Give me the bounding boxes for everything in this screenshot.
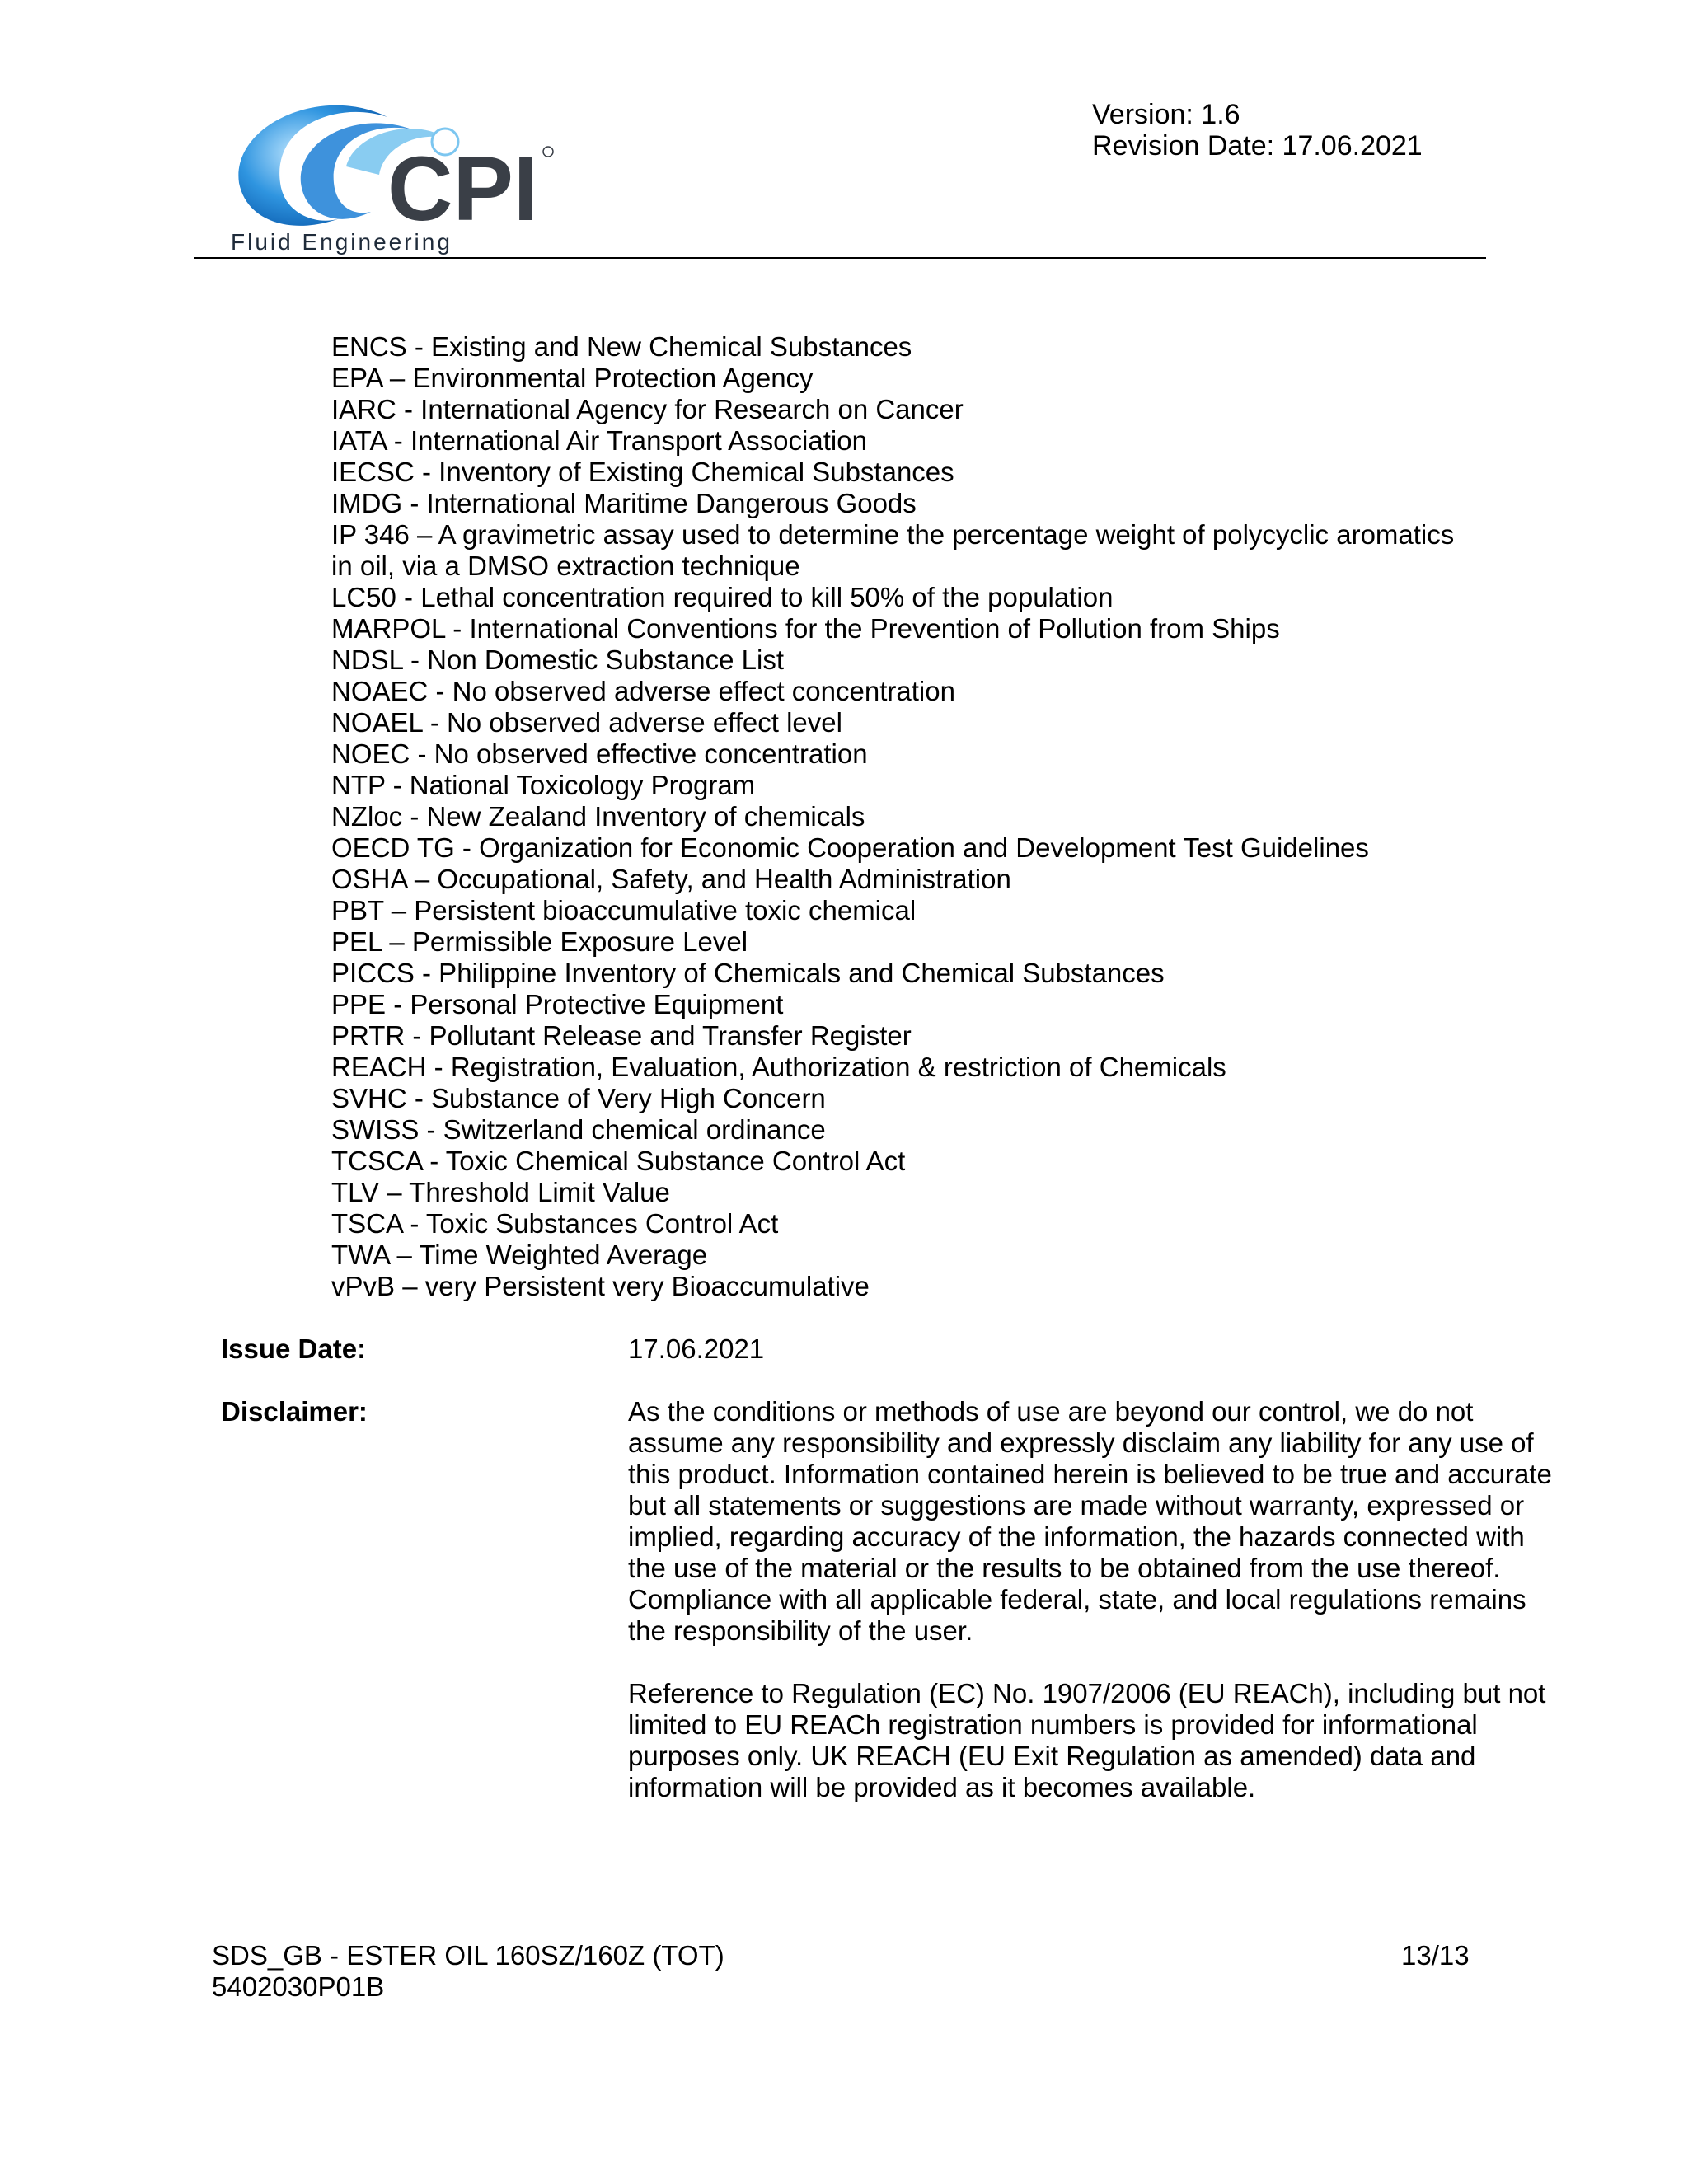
abbreviation-item: IATA - International Air Transport Association xyxy=(331,425,867,456)
version-number: Version: 1.6 xyxy=(1092,99,1240,130)
abbreviation-item: NZloc - New Zealand Inventory of chemicals xyxy=(331,801,865,832)
abbreviation-item: IARC - International Agency for Research on Cancer xyxy=(331,394,964,424)
abbreviation-item: NOAEL - No observed adverse effect level xyxy=(331,707,842,738)
abbreviation-item: ENCS - Existing and New Chemical Substances xyxy=(331,331,912,362)
abbreviation-item: PRTR - Pollutant Release and Transfer Register xyxy=(331,1020,912,1051)
abbreviation-item: REACH - Registration, Evaluation, Authorization & restriction of Chemicals xyxy=(331,1052,1226,1082)
issue-date-label: Issue Date: xyxy=(221,1333,367,1364)
abbreviation-item: PICCS - Philippine Inventory of Chemicals and Chemical Substances xyxy=(331,958,1165,988)
abbreviation-item: TWA – Time Weighted Average xyxy=(331,1240,708,1270)
abbreviation-item: MARPOL - International Conventions for the Prevention of Pollution from Ships xyxy=(331,613,1280,644)
abbreviation-item: NTP - National Toxicology Program xyxy=(331,770,756,800)
version-block xyxy=(1092,99,1423,162)
revision-date: Revision Date: 17.06.2021 xyxy=(1092,130,1423,162)
abbreviation-item: OSHA – Occupational, Safety, and Health Administration xyxy=(331,864,1011,894)
footer-document-info xyxy=(212,1940,724,2003)
abbreviation-item: IMDG - International Maritime Dangerous Goods xyxy=(331,488,917,518)
abbreviation-item: NOEC - No observed effective concentration xyxy=(331,738,868,769)
abbreviation-item: vPvB – very Persistent very Bioaccumulative xyxy=(331,1271,870,1301)
abbreviation-item: TSCA - Toxic Substances Control Act xyxy=(331,1208,779,1239)
abbreviation-item: NDSL - Non Domestic Substance List xyxy=(331,644,784,675)
abbreviation-item: IECSC - Inventory of Existing Chemical Substances xyxy=(331,457,954,487)
issue-date-value: 17.06.2021 xyxy=(628,1333,765,1364)
abbreviation-item: PPE - Personal Protective Equipment xyxy=(331,989,784,1019)
disclaimer-text xyxy=(628,1396,1568,1835)
abbreviation-item: TLV – Threshold Limit Value xyxy=(331,1177,670,1207)
abbreviation-item: PEL – Permissible Exposure Level xyxy=(331,926,748,957)
abbreviation-item: SVHC - Substance of Very High Concern xyxy=(331,1083,826,1113)
disclaimer-label: Disclaimer: xyxy=(221,1396,368,1427)
disclaimer-paragraph-2: Reference to Regulation (EC) No. 1907/2006 (EU REACh), including but not limited to EU REACh registration numbers is provided for informational purposes only. UK REACH (EU Exit Regulation as amended) data and information will be provided as it becomes available. xyxy=(628,1678,1546,1802)
abbreviation-item: PBT – Persistent bioaccumulative toxic chemical xyxy=(331,895,917,926)
abbreviation-item: LC50 - Lethal concentration required to kill 50% of the population xyxy=(331,582,1114,612)
abbreviation-item: OECD TG - Organization for Economic Cooperation and Development Test Guidelines xyxy=(331,832,1369,863)
abbreviation-item: in oil, via a DMSO extraction technique xyxy=(331,551,800,581)
header-divider xyxy=(194,257,1486,259)
abbreviation-item: SWISS - Switzerland chemical ordinance xyxy=(331,1114,826,1145)
footer-document-code: 5402030P01B xyxy=(212,1971,385,2002)
abbreviation-item: NOAEC - No observed adverse effect concentration xyxy=(331,676,955,706)
disclaimer-paragraph-1: As the conditions or methods of use are beyond our control, we do not assume any responsibility and expressly disclaim any liability for any use of this product. Information contained herein is believed to be true and accurate but all statements or suggestions are made without warranty, expressed or implied, regarding accuracy of the information, the hazards connected with the use of the material or the results to be obtained from the use thereof. Compliance with all applicable federal, state, and local regulations remains the responsibility of the user. xyxy=(628,1396,1552,1646)
footer-page-number: 13/13 xyxy=(1401,1940,1470,1971)
svg-text:CPI: CPI xyxy=(387,138,539,240)
abbreviation-item: EPA – Environmental Protection Agency xyxy=(331,363,814,393)
logo-tagline: Fluid Engineering xyxy=(231,229,452,255)
abbreviations-list xyxy=(331,331,1485,1302)
abbreviation-item: IP 346 – A gravimetric assay used to determine the percentage weight of polycyclic aromatics xyxy=(331,519,1455,550)
footer-document-name: SDS_GB - ESTER OIL 160SZ/160Z (TOT) xyxy=(212,1940,724,1971)
abbreviation-item: TCSCA - Toxic Chemical Substance Control Act xyxy=(331,1146,906,1176)
